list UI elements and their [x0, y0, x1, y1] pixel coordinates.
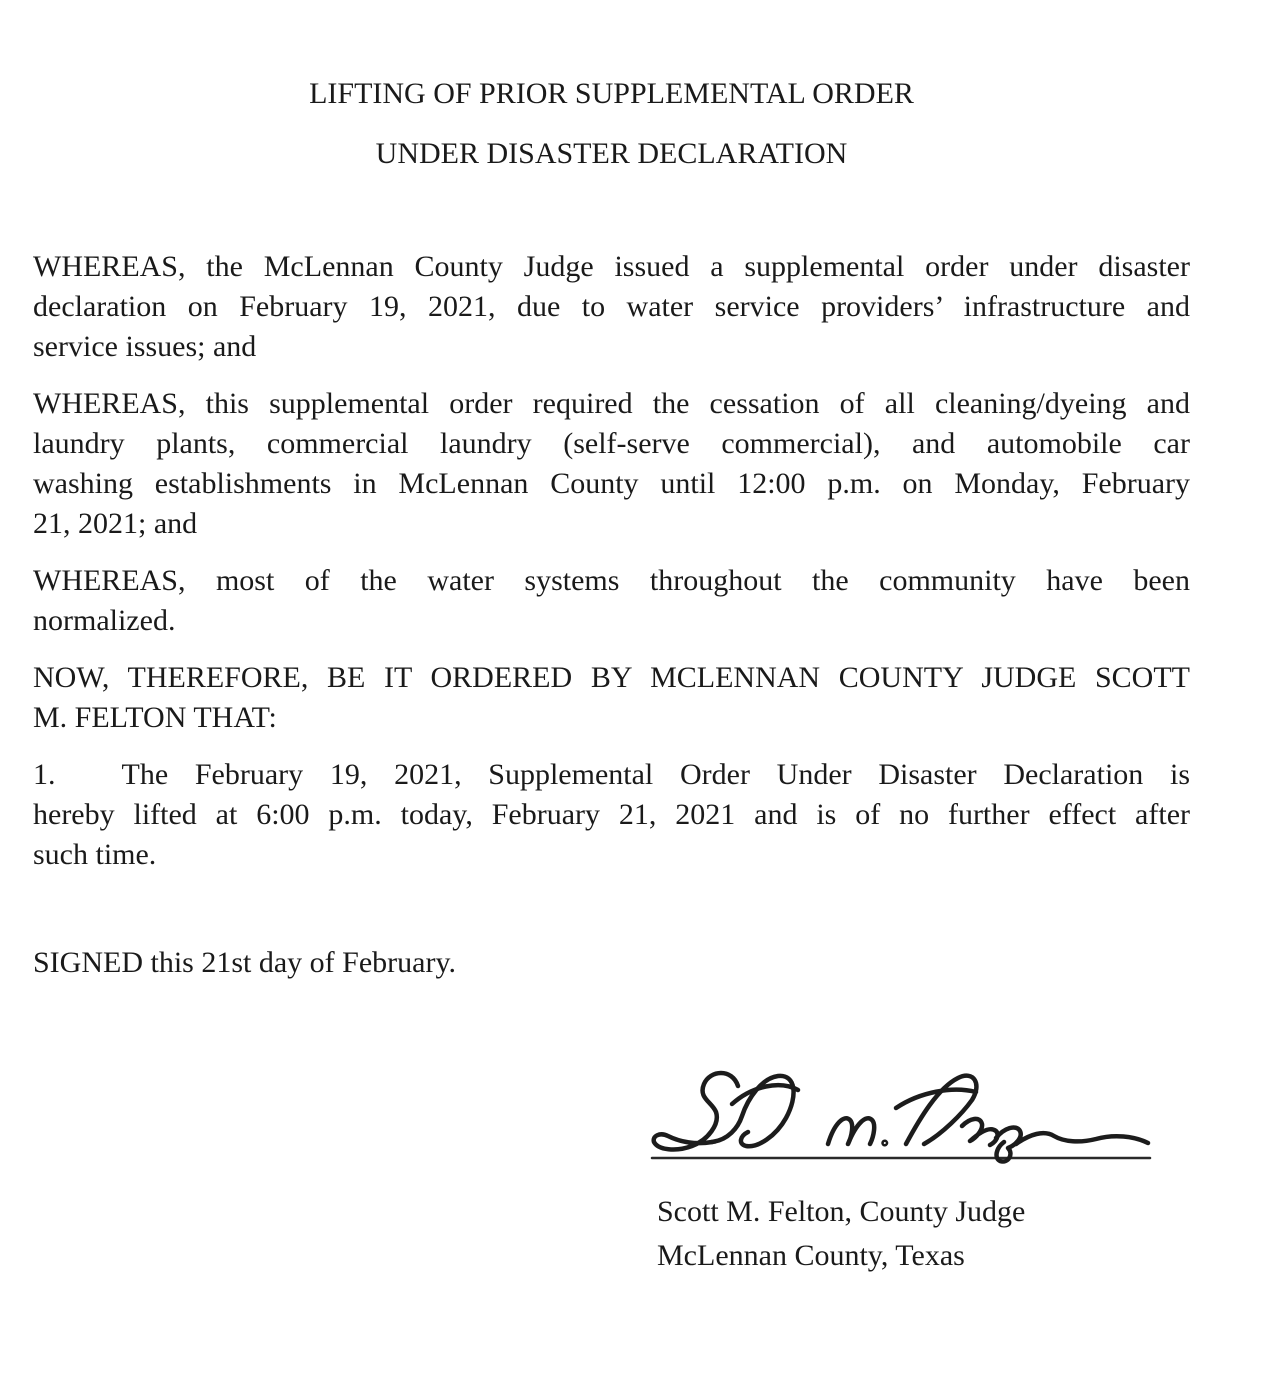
paragraph-line: NOW, THEREFORE, BE IT ORDERED BY MCLENNAN COUNTY JUDGE SCOTT — [33, 661, 1190, 694]
document-content — [33, 0, 1190, 1278]
paragraph-order-clause — [33, 658, 1190, 738]
paragraph-line: M. FELTON THAT: — [33, 701, 277, 734]
paragraph-line: WHEREAS, this supplemental order required the cessation of all cleaning/dyeing and — [33, 387, 1190, 420]
paragraph-line: WHEREAS, the McLennan County Judge issued a supplemental order under disaster — [33, 250, 1190, 283]
title-line-2: UNDER DISASTER DECLARATION — [375, 137, 848, 170]
paragraph-line: service issues; and — [33, 330, 257, 363]
paragraph-whereas-2 — [33, 384, 1190, 544]
paragraph-line: laundry plants, commercial laundry (self-serve commercial), and automobile car — [33, 427, 1190, 460]
paragraph-whereas-1 — [33, 247, 1190, 367]
paragraph-line: WHEREAS, most of the water systems throughout the community have been — [33, 564, 1190, 597]
ordered-item-text: The February 19, 2021, Supplemental Order Under Disaster Declaration is — [121, 758, 1190, 791]
document-title — [33, 0, 1190, 174]
signature-script — [652, 1058, 1152, 1168]
paragraph-line: 21, 2021; and — [33, 507, 198, 540]
paragraph-line: such time. — [33, 838, 157, 871]
ordered-item-1 — [33, 755, 1190, 875]
paragraph-line: normalized. — [33, 604, 176, 637]
paragraph-whereas-3 — [33, 561, 1190, 641]
paragraph-line: hereby lifted at 6:00 p.m. today, February 21, 2021 and is of no further effect after — [33, 798, 1190, 831]
item-number: 1. — [33, 758, 56, 791]
signed-line: SIGNED this 21st day of February. — [33, 946, 457, 979]
signer-name-title: Scott M. Felton, County Judge — [657, 1195, 1026, 1228]
title-line-1: LIFTING OF PRIOR SUPPLEMENTAL ORDER — [309, 77, 914, 110]
signer-jurisdiction: McLennan County, Texas — [657, 1239, 965, 1272]
ordered-item-first-line — [33, 755, 1190, 795]
paragraph-line: washing establishments in McLennan County until 12:00 p.m. on Monday, February — [33, 467, 1190, 500]
signature-block — [652, 1058, 1152, 1278]
paragraph-line: declaration on February 19, 2021, due to water service providers’ infrastructure and — [33, 290, 1190, 323]
